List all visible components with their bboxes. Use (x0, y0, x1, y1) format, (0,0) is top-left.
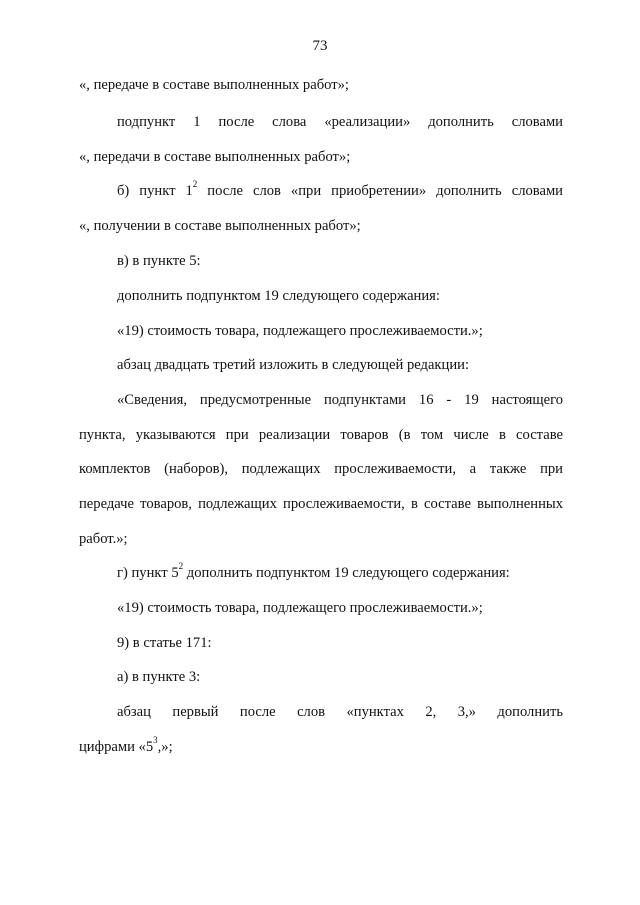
paragraph-line (117, 561, 563, 582)
paragraph-line (117, 179, 563, 200)
text-line: передаче товаров, подлежащих прослеживаемости, в составе выполненных (79, 496, 563, 512)
superscript: 2 (178, 561, 184, 572)
superscript: 2 (192, 179, 198, 190)
paragraph-line: а) в пункте 3: (117, 669, 201, 685)
text-line: «, передаче в составе выполненных работ»; (79, 77, 349, 93)
page-number: 73 (312, 38, 328, 54)
paragraph-line: подпункт 1 после слова «реализации» дополнить словами (117, 114, 563, 130)
text-fragment: б) пункт 1 (117, 183, 193, 199)
text-line: пункта, указываются при реализации товаров (в том числе в составе (79, 427, 563, 443)
text-line: «, получении в составе выполненных работ»; (79, 218, 361, 234)
text-line: комплектов (наборов), подлежащих прослеживаемости, а также при (79, 461, 563, 477)
paragraph-line: абзац двадцать третий изложить в следующей редакции: (117, 357, 470, 373)
text-fragment: г) пункт 5 (117, 565, 179, 581)
paragraph-line: 9) в статье 171: (117, 635, 212, 651)
paragraph-line: «19) стоимость товара, подлежащего прослеживаемости.»; (117, 600, 483, 616)
paragraph-line: «19) стоимость товара, подлежащего прослеживаемости.»; (117, 323, 483, 339)
text-fragment: ,»; (157, 739, 173, 755)
paragraph-line: дополнить подпунктом 19 следующего содержания: (117, 288, 440, 304)
text-line: «, передачи в составе выполненных работ»; (79, 149, 351, 165)
superscript: 3 (153, 735, 158, 746)
text-fragment: после слов «при приобретении» дополнить словами (197, 183, 563, 199)
paragraph-line: в) в пункте 5: (117, 253, 201, 269)
paragraph-line: абзац первый после слов «пунктах 2, 3,» дополнить (117, 704, 563, 720)
text-line (79, 735, 563, 756)
text-fragment: цифрами «5 (79, 739, 154, 755)
text-fragment: дополнить подпунктом 19 следующего содержания: (183, 565, 510, 581)
text-line: работ.»; (79, 531, 128, 547)
paragraph-line: «Сведения, предусмотренные подпунктами 16 - 19 настоящего (117, 392, 563, 408)
